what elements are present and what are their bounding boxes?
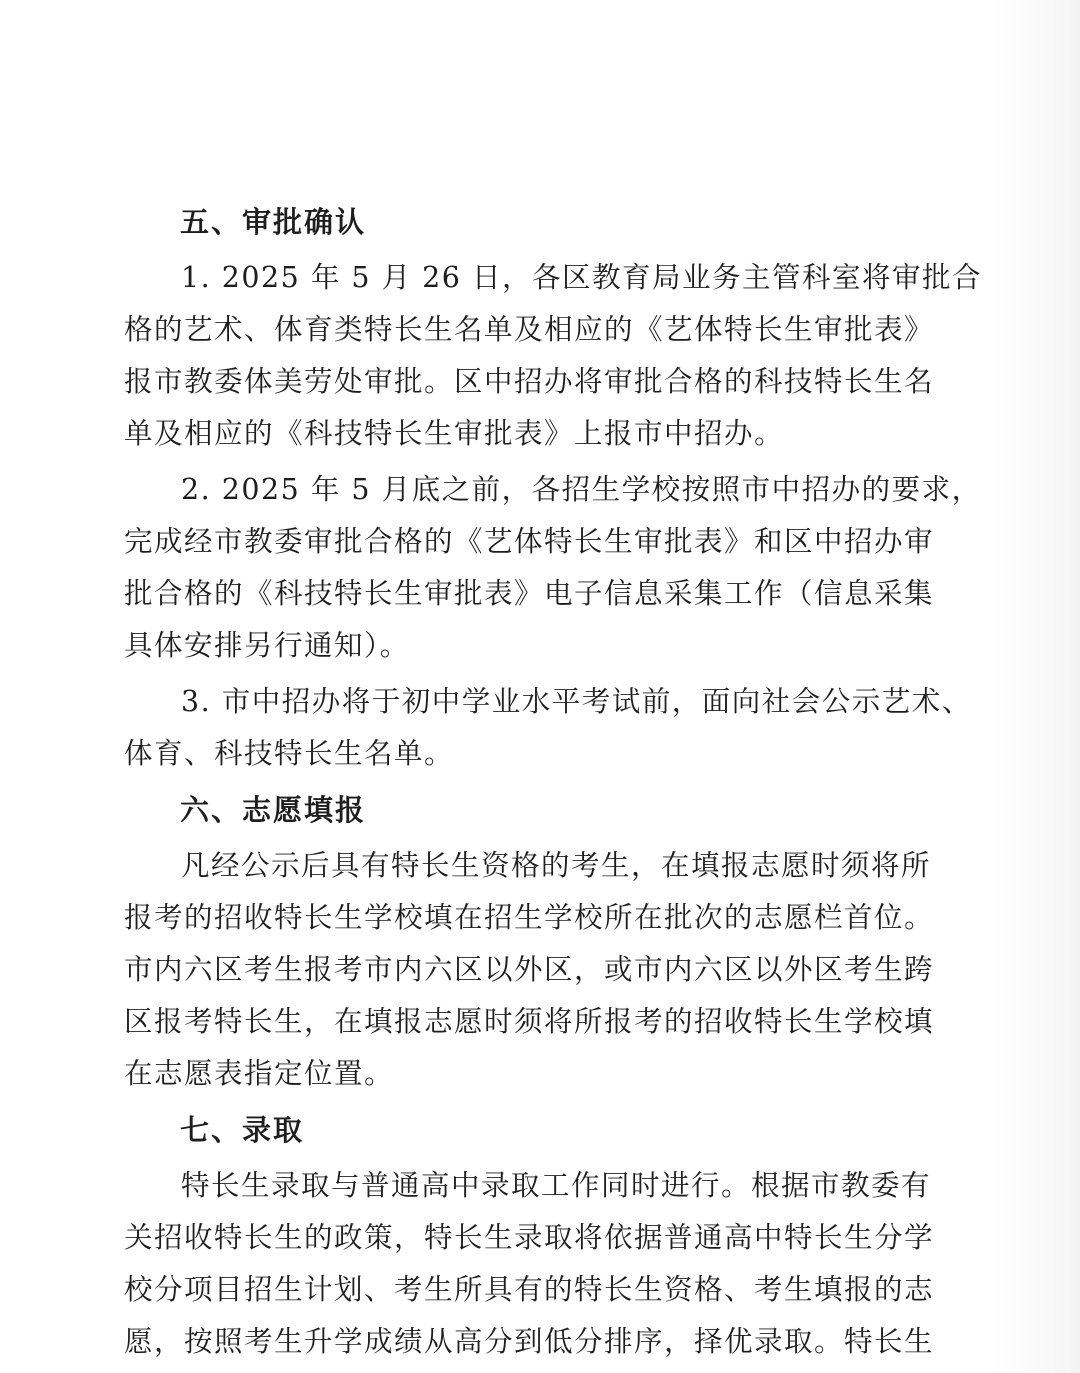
section-heading: 六、志愿填报	[180, 793, 367, 827]
text-line: 完成经市教委审批合格的《艺体特长生审批表》和区中招办审	[124, 525, 935, 558]
text-line: 市内六区考生报考市内六区以外区，或市内六区以外区考生跨	[124, 953, 935, 986]
text-line: 校分项目招生计划、考生所具有的特长生资格、考生填报的志	[124, 1273, 935, 1306]
text-line: 在志愿表指定位置。	[124, 1057, 395, 1090]
paragraph	[124, 676, 972, 780]
paragraph	[124, 1160, 935, 1368]
text-line: 特长生录取与普通高中录取工作同时进行。根据市教委有	[181, 1169, 932, 1202]
text-line: 3. 市中招办将于初中学业水平考试前，面向社会公示艺术、	[181, 685, 972, 718]
paragraph	[124, 840, 935, 1100]
text-line: 报市教委体美劳处审批。区中招办将审批合格的科技特长生名	[124, 365, 935, 398]
text-line: 1. 2025 年 5 月 26 日，各区教育局业务主管科室将审批合	[181, 261, 982, 294]
text-line: 愿，按照考生升学成绩从高分到低分排序，择优录取。特长生	[124, 1325, 935, 1358]
text-line: 报考的招收特长生学校填在招生学校所在批次的志愿栏首位。	[124, 901, 935, 934]
document-body	[124, 196, 982, 1372]
paragraph	[124, 252, 982, 460]
section-admission	[124, 1104, 935, 1368]
text-line: 凡经公示后具有特长生资格的考生，在填报志愿时须将所	[181, 849, 932, 882]
section-heading: 七、录取	[180, 1113, 305, 1147]
text-line: 格的艺术、体育类特长生名单及相应的《艺体特长生审批表》	[124, 313, 935, 346]
text-line: 2. 2025 年 5 月底之前，各招生学校按照市中招办的要求，	[181, 473, 982, 506]
paragraph	[124, 464, 982, 672]
section-heading: 五、审批确认	[180, 205, 367, 239]
text-line: 体育、科技特长生名单。	[124, 737, 455, 770]
text-line: 具体安排另行通知）。	[124, 629, 410, 662]
text-line: 关招收特长生的政策，特长生录取将依据普通高中特长生分学	[124, 1221, 935, 1254]
text-line: 单及相应的《科技特长生审批表》上报市中招办。	[124, 417, 785, 450]
section-approval	[124, 196, 982, 780]
text-line: 区报考特长生，在填报志愿时须将所报考的招收特长生学校填	[124, 1005, 935, 1038]
section-application	[124, 784, 935, 1100]
text-line: 批合格的《科技特长生审批表》电子信息采集工作（信息采集	[124, 577, 935, 610]
